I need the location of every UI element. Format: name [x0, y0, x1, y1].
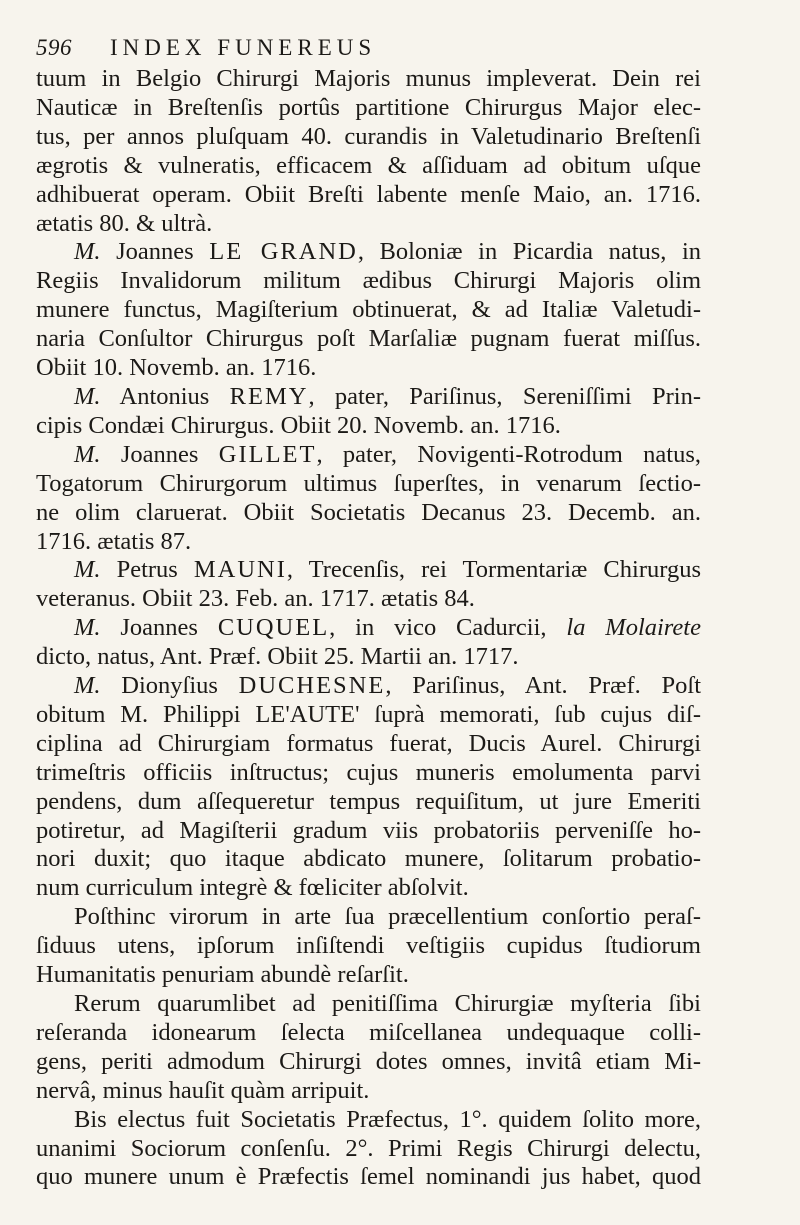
first-name: Antonius — [119, 382, 210, 410]
paragraph — [36, 65, 701, 238]
paragraph — [36, 238, 701, 383]
text-run: , pater, Novigenti-Rotrodum natus, — [316, 440, 701, 468]
text-line: gens, periti admodum Chirurgi dotes omnes, invitâ etiam Mi- — [36, 1047, 701, 1075]
first-name: Petrus — [116, 556, 178, 584]
text-line: Togatorum Chirurgorum ultimus ſuperſtes, in venarum ſectio- — [36, 469, 701, 497]
first-name: Joannes — [116, 238, 194, 266]
text-line: Bis electus fuit Societatis Præfectus, 1°. quidem ſolito more, — [74, 1105, 701, 1133]
paragraph — [36, 441, 701, 557]
text-line: nori duxit; quo itaque abdicato munere, ſolitarum probatio- — [36, 845, 701, 873]
paragraph — [36, 990, 701, 1106]
text-line: naria Conſultor Chirurgus poſt Marſaliæ pugnam fuerat miſſus. — [36, 325, 701, 353]
entry-lead-line — [36, 614, 701, 643]
title-abbrev: M. — [74, 238, 101, 266]
title-abbrev: M. — [74, 382, 101, 410]
text-line: unanimi Sociorum conſenſu. 2°. Primi Regis Chirurgi delectu, — [36, 1134, 701, 1162]
text-line: 1716. ætatis 87. — [36, 527, 192, 555]
text-line: dicto, natus, Ant. Præf. Obiit 25. Martii an. 1717. — [36, 643, 519, 671]
italic-place-name: la Molairete — [566, 614, 701, 642]
page-number: 596 — [36, 35, 72, 60]
text-line: Regiis Invalidorum militum ædibus Chirurgi Majoris olim — [36, 267, 701, 295]
entry-lead-line — [36, 383, 701, 412]
entry-lead-line — [36, 672, 701, 701]
text-line: ſiduus utens, ipſorum inſiſtendi veſtigiis cupidus ſtudiorum — [36, 932, 701, 960]
text-line: Nauticæ in Breſtenſis portûs partitione Chirurgus Major elec- — [36, 93, 701, 121]
title-abbrev: M. — [74, 614, 101, 642]
text-line: tus, per annos pluſquam 40. curandis in Valetudinario Breſtenſi — [36, 122, 701, 150]
entry-lead-line — [36, 441, 701, 470]
text-line: cipis Condæi Chirurgus. Obiit 20. Novemb. an. 1716. — [36, 411, 561, 439]
text-line: reſeranda idonearum ſelecta miſcellanea undequaque colli- — [36, 1018, 701, 1046]
paragraph — [36, 556, 701, 614]
first-name: Dionyſius — [121, 672, 218, 700]
entry-lead-line — [36, 556, 701, 585]
paragraph — [36, 672, 701, 903]
paragraph — [36, 1106, 701, 1193]
text-line: trimeſtris officiis inſtructus; cujus muneris emolumenta parvi — [36, 758, 701, 786]
running-header — [36, 34, 701, 65]
text-line: munere functus, Magiſterium obtinuerat, & ad Italiæ Valetudi- — [36, 296, 701, 324]
surname: GILLET — [218, 440, 317, 468]
first-name: Joannes — [120, 440, 199, 468]
running-title: INDEX FUNEREUS — [110, 35, 377, 60]
text-line: pendens, dum aſſequeretur tempus requiſitum, ut jure Emeriti — [36, 787, 701, 815]
page-text — [36, 34, 701, 1192]
text-line: quo munere unum è Præfectis ſemel nominandi jus habet, quod — [36, 1163, 701, 1191]
text-run: , Boloniæ in Picardia natus, in — [357, 238, 701, 266]
surname: DUCHESNE — [238, 672, 386, 700]
text-line: Rerum quarumlibet ad penitiſſima Chirurgiæ myſteria ſibi — [74, 990, 701, 1017]
first-name: Joannes — [120, 614, 198, 642]
title-abbrev: M. — [74, 556, 101, 584]
text-line: Obiit 10. Novemb. an. 1716. — [36, 354, 317, 382]
paragraph — [36, 614, 701, 672]
title-abbrev: M. — [74, 440, 101, 468]
surname: LE GRAND — [209, 238, 358, 266]
text-line: veteranus. Obiit 23. Feb. an. 1717. ætatis 84. — [36, 585, 475, 613]
surname: REMY — [229, 382, 309, 410]
text-line: tuum in Belgio Chirurgi Majoris munus impleverat. Dein rei — [36, 65, 701, 92]
text-line: adhibuerat operam. Obiit Breſti labente menſe Maio, an. 1716. — [36, 180, 701, 208]
text-run: , Pariſinus, Ant. Præf. Poſt — [385, 672, 701, 700]
text-line: nervâ, minus hauſit quàm arripuit. — [36, 1076, 370, 1104]
paragraph — [36, 903, 701, 990]
title-abbrev: M. — [74, 672, 101, 700]
text-line: ciplina ad Chirurgiam formatus fuerat, Ducis Aurel. Chirurgi — [36, 729, 701, 757]
text-line: obitum M. Philippi LE'AUTE' ſuprà memorati, ſub cujus diſ- — [36, 700, 701, 728]
text-line: num curriculum integrè & fœliciter abſolvit. — [36, 874, 469, 902]
text-run: , Trecenſis, rei Tormentariæ Chirurgus — [286, 556, 701, 584]
text-line: ægrotis & vulneratis, efficacem & aſſiduam ad obitum uſque — [36, 151, 701, 179]
text-line: ne olim claruerat. Obiit Societatis Decanus 23. Decemb. an. — [36, 498, 701, 526]
entry-lead-line — [36, 238, 701, 267]
text-line: ætatis 80. & ultrà. — [36, 209, 213, 237]
paragraph — [36, 383, 701, 441]
text-run: , pater, Pariſinus, Sereniſſimi Prin- — [308, 382, 701, 410]
surname: CUQUEL — [217, 614, 330, 642]
text-line: Humanitatis penuriam abundè reſarſit. — [36, 961, 409, 989]
text-run: , in vico Cadurcii, — [329, 614, 567, 642]
text-line: Poſthinc virorum in arte ſua præcellentium conſortio peraſ- — [74, 903, 701, 931]
surname: MAUNI — [193, 556, 287, 584]
text-line: potiretur, ad Magiſterii gradum viis probatoriis perveniſſe ho- — [36, 816, 701, 844]
